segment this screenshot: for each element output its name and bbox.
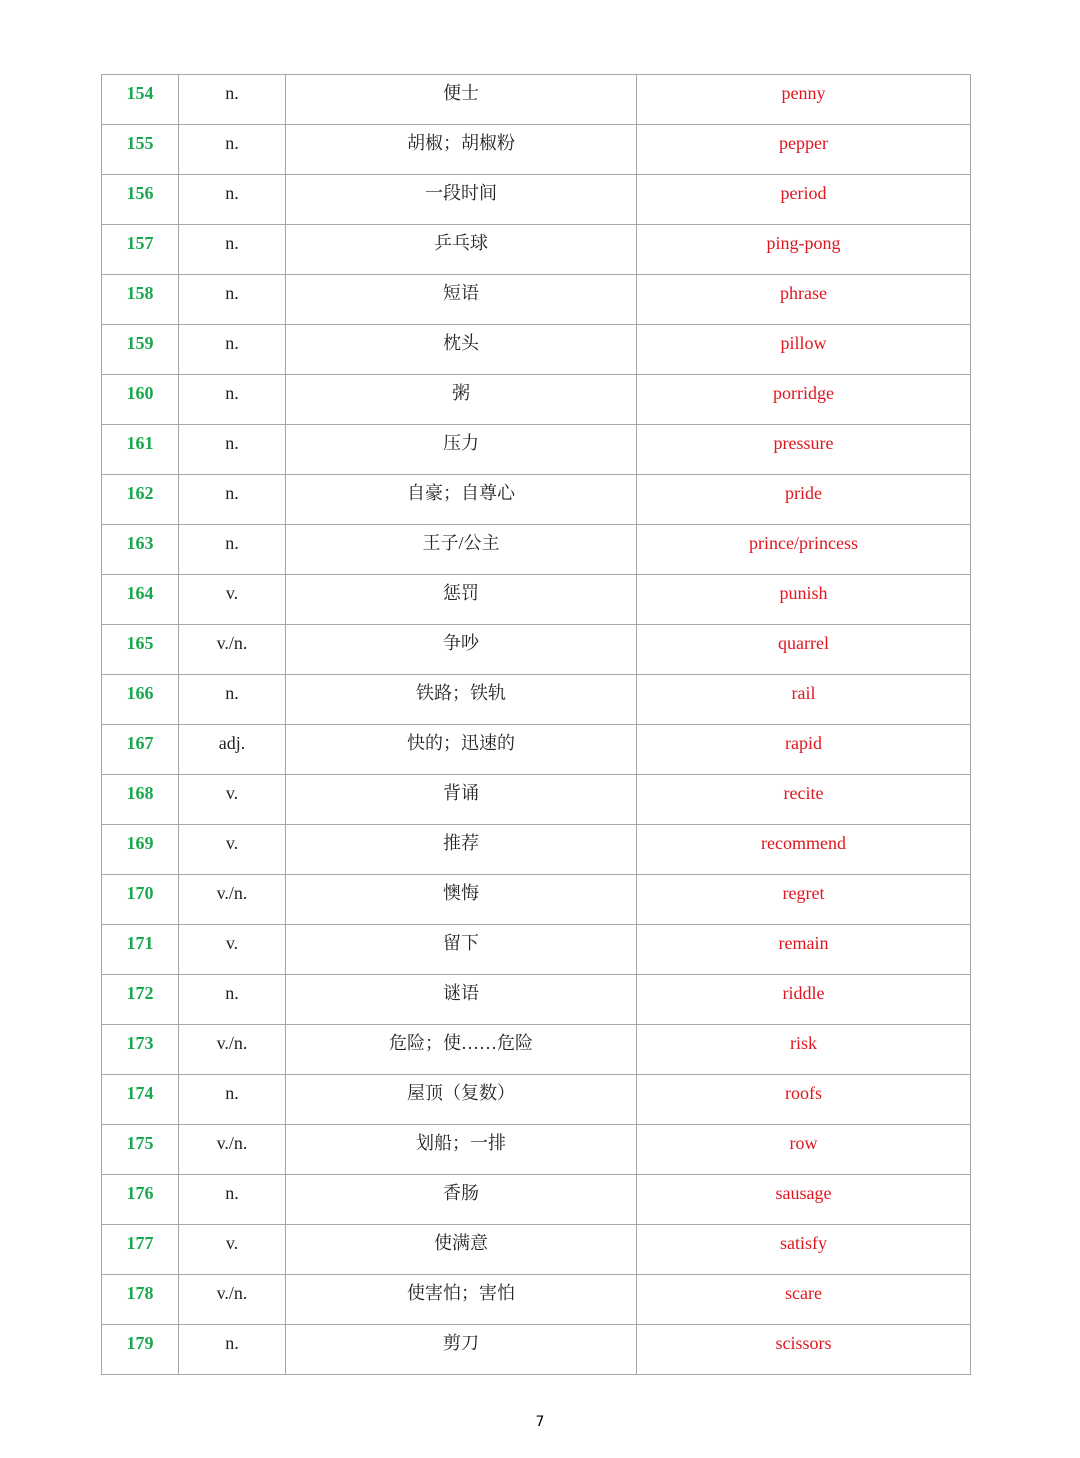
entry-number-cell bbox=[102, 225, 179, 275]
part-of-speech: n. bbox=[225, 433, 239, 453]
chinese-meaning: 短语 bbox=[443, 283, 479, 303]
table-row bbox=[102, 825, 971, 875]
table-row bbox=[102, 1025, 971, 1075]
entry-number: 179 bbox=[126, 1333, 154, 1353]
english-word-cell bbox=[637, 775, 971, 825]
english-word-cell bbox=[637, 1225, 971, 1275]
chinese-meaning: 便士 bbox=[443, 83, 479, 103]
english-word-cell bbox=[637, 975, 971, 1025]
english-word-cell bbox=[637, 875, 971, 925]
chinese-meaning: 铁路；铁轨 bbox=[416, 683, 506, 703]
english-word-cell bbox=[637, 1025, 971, 1075]
english-word: row bbox=[789, 1133, 818, 1153]
chinese-meaning: 争吵 bbox=[443, 633, 479, 653]
english-word-cell bbox=[637, 225, 971, 275]
chinese-meaning-cell bbox=[286, 1175, 637, 1225]
english-word: quarrel bbox=[778, 633, 829, 653]
table-row bbox=[102, 475, 971, 525]
part-of-speech: n. bbox=[225, 183, 239, 203]
english-word: penny bbox=[781, 83, 826, 103]
part-of-speech: adj. bbox=[218, 733, 246, 753]
part-of-speech-cell bbox=[179, 725, 286, 775]
entry-number: 154 bbox=[126, 83, 154, 103]
entry-number-cell bbox=[102, 1125, 179, 1175]
entry-number: 174 bbox=[126, 1083, 154, 1103]
english-word-cell bbox=[637, 325, 971, 375]
entry-number: 159 bbox=[126, 333, 154, 353]
part-of-speech: n. bbox=[225, 1183, 239, 1203]
chinese-meaning-cell bbox=[286, 425, 637, 475]
chinese-meaning-cell bbox=[286, 125, 637, 175]
chinese-meaning-cell bbox=[286, 975, 637, 1025]
english-word-cell bbox=[637, 625, 971, 675]
part-of-speech-cell bbox=[179, 1175, 286, 1225]
chinese-meaning-cell bbox=[286, 1025, 637, 1075]
table-row bbox=[102, 325, 971, 375]
english-word-cell bbox=[637, 275, 971, 325]
chinese-meaning: 推荐 bbox=[443, 833, 479, 853]
part-of-speech: n. bbox=[225, 83, 239, 103]
part-of-speech-cell bbox=[179, 1225, 286, 1275]
chinese-meaning: 胡椒；胡椒粉 bbox=[407, 133, 515, 153]
english-word: rail bbox=[791, 683, 816, 703]
english-word-cell bbox=[637, 725, 971, 775]
english-word: period bbox=[780, 183, 827, 203]
english-word: pillow bbox=[780, 333, 827, 353]
chinese-meaning-cell bbox=[286, 925, 637, 975]
chinese-meaning: 剪刀 bbox=[443, 1333, 479, 1353]
part-of-speech-cell bbox=[179, 175, 286, 225]
part-of-speech: n. bbox=[225, 1333, 239, 1353]
chinese-meaning-cell bbox=[286, 475, 637, 525]
entry-number-cell bbox=[102, 975, 179, 1025]
part-of-speech-cell bbox=[179, 875, 286, 925]
english-word: recite bbox=[783, 783, 824, 803]
part-of-speech: v. bbox=[225, 583, 239, 603]
part-of-speech-cell bbox=[179, 825, 286, 875]
chinese-meaning: 留下 bbox=[443, 933, 479, 953]
entry-number: 165 bbox=[126, 633, 154, 653]
chinese-meaning: 使害怕；害怕 bbox=[407, 1283, 515, 1303]
part-of-speech: n. bbox=[225, 383, 239, 403]
vocabulary-table bbox=[101, 74, 971, 1375]
english-word-cell bbox=[637, 75, 971, 125]
part-of-speech-cell bbox=[179, 625, 286, 675]
part-of-speech: v./n. bbox=[216, 633, 248, 653]
english-word: pride bbox=[785, 483, 822, 503]
part-of-speech: n. bbox=[225, 233, 239, 253]
table-row bbox=[102, 1175, 971, 1225]
english-word: ping-pong bbox=[766, 233, 841, 253]
chinese-meaning: 屋顶（复数） bbox=[407, 1083, 515, 1103]
entry-number-cell bbox=[102, 525, 179, 575]
entry-number: 178 bbox=[126, 1283, 154, 1303]
chinese-meaning: 一段时间 bbox=[425, 183, 497, 203]
entry-number: 170 bbox=[126, 883, 154, 903]
part-of-speech: v. bbox=[225, 833, 239, 853]
chinese-meaning-cell bbox=[286, 375, 637, 425]
english-word: remain bbox=[778, 933, 829, 953]
entry-number: 161 bbox=[126, 433, 154, 453]
chinese-meaning-cell bbox=[286, 1275, 637, 1325]
table-row bbox=[102, 675, 971, 725]
part-of-speech-cell bbox=[179, 425, 286, 475]
part-of-speech-cell bbox=[179, 125, 286, 175]
english-word-cell bbox=[637, 1275, 971, 1325]
table-row bbox=[102, 625, 971, 675]
entry-number: 168 bbox=[126, 783, 154, 803]
chinese-meaning-cell bbox=[286, 75, 637, 125]
entry-number-cell bbox=[102, 775, 179, 825]
english-word-cell bbox=[637, 475, 971, 525]
entry-number: 157 bbox=[126, 233, 154, 253]
english-word-cell bbox=[637, 675, 971, 725]
english-word: prince/princess bbox=[749, 533, 858, 553]
chinese-meaning: 划船；一排 bbox=[416, 1133, 506, 1153]
english-word: riddle bbox=[782, 983, 825, 1003]
entry-number: 173 bbox=[126, 1033, 154, 1053]
table-row bbox=[102, 1275, 971, 1325]
table-row bbox=[102, 1075, 971, 1125]
chinese-meaning: 谜语 bbox=[443, 983, 479, 1003]
entry-number: 155 bbox=[126, 133, 154, 153]
chinese-meaning-cell bbox=[286, 175, 637, 225]
part-of-speech: v. bbox=[225, 783, 239, 803]
english-word: pepper bbox=[779, 133, 828, 153]
part-of-speech-cell bbox=[179, 75, 286, 125]
chinese-meaning-cell bbox=[286, 225, 637, 275]
english-word-cell bbox=[637, 1075, 971, 1125]
entry-number-cell bbox=[102, 675, 179, 725]
chinese-meaning-cell bbox=[286, 675, 637, 725]
table-row bbox=[102, 525, 971, 575]
english-word: sausage bbox=[775, 1183, 832, 1203]
english-word-cell bbox=[637, 425, 971, 475]
part-of-speech: v./n. bbox=[216, 1033, 248, 1053]
chinese-meaning: 懊悔 bbox=[443, 883, 479, 903]
english-word-cell bbox=[637, 1175, 971, 1225]
part-of-speech-cell bbox=[179, 1075, 286, 1125]
part-of-speech: v. bbox=[225, 933, 239, 953]
chinese-meaning-cell bbox=[286, 575, 637, 625]
entry-number-cell bbox=[102, 875, 179, 925]
part-of-speech: n. bbox=[225, 683, 239, 703]
part-of-speech-cell bbox=[179, 225, 286, 275]
part-of-speech: n. bbox=[225, 283, 239, 303]
chinese-meaning-cell bbox=[286, 1225, 637, 1275]
part-of-speech: n. bbox=[225, 483, 239, 503]
english-word: scissors bbox=[775, 1333, 832, 1353]
english-word: risk bbox=[790, 1033, 817, 1053]
table-row bbox=[102, 175, 971, 225]
english-word-cell bbox=[637, 1125, 971, 1175]
entry-number: 156 bbox=[126, 183, 154, 203]
chinese-meaning: 惩罚 bbox=[443, 583, 479, 603]
chinese-meaning-cell bbox=[286, 1325, 637, 1375]
entry-number: 158 bbox=[126, 283, 154, 303]
part-of-speech: v./n. bbox=[216, 1283, 248, 1303]
part-of-speech-cell bbox=[179, 925, 286, 975]
entry-number-cell bbox=[102, 1325, 179, 1375]
part-of-speech: n. bbox=[225, 1083, 239, 1103]
entry-number-cell bbox=[102, 1025, 179, 1075]
part-of-speech-cell bbox=[179, 575, 286, 625]
english-word: regret bbox=[782, 883, 825, 903]
chinese-meaning: 香肠 bbox=[443, 1183, 479, 1203]
part-of-speech-cell bbox=[179, 525, 286, 575]
english-word: punish bbox=[779, 583, 828, 603]
entry-number-cell bbox=[102, 75, 179, 125]
entry-number: 176 bbox=[126, 1183, 154, 1203]
entry-number-cell bbox=[102, 1075, 179, 1125]
english-word: roofs bbox=[785, 1083, 822, 1103]
chinese-meaning: 快的；迅速的 bbox=[407, 733, 515, 753]
chinese-meaning: 乒乓球 bbox=[434, 233, 488, 253]
part-of-speech: v./n. bbox=[216, 883, 248, 903]
table-row bbox=[102, 975, 971, 1025]
english-word: rapid bbox=[785, 733, 822, 753]
part-of-speech-cell bbox=[179, 275, 286, 325]
chinese-meaning: 王子/公主 bbox=[422, 533, 500, 553]
part-of-speech: n. bbox=[225, 133, 239, 153]
chinese-meaning-cell bbox=[286, 625, 637, 675]
english-word-cell bbox=[637, 175, 971, 225]
english-word: pressure bbox=[773, 433, 834, 453]
table-row bbox=[102, 725, 971, 775]
chinese-meaning: 危险；使……危险 bbox=[389, 1033, 533, 1053]
part-of-speech: v. bbox=[225, 1233, 239, 1253]
table-row bbox=[102, 275, 971, 325]
table-row bbox=[102, 1325, 971, 1375]
part-of-speech-cell bbox=[179, 775, 286, 825]
entry-number-cell bbox=[102, 925, 179, 975]
entry-number: 162 bbox=[126, 483, 154, 503]
part-of-speech-cell bbox=[179, 675, 286, 725]
chinese-meaning: 使满意 bbox=[434, 1233, 488, 1253]
entry-number-cell bbox=[102, 175, 179, 225]
table-row bbox=[102, 1225, 971, 1275]
part-of-speech: n. bbox=[225, 333, 239, 353]
entry-number-cell bbox=[102, 1275, 179, 1325]
table-row bbox=[102, 125, 971, 175]
chinese-meaning: 背诵 bbox=[443, 783, 479, 803]
entry-number: 163 bbox=[126, 533, 154, 553]
table-row bbox=[102, 1125, 971, 1175]
entry-number: 175 bbox=[126, 1133, 154, 1153]
english-word-cell bbox=[637, 125, 971, 175]
part-of-speech: v./n. bbox=[216, 1133, 248, 1153]
entry-number-cell bbox=[102, 275, 179, 325]
entry-number-cell bbox=[102, 425, 179, 475]
page-number: 7 bbox=[535, 1414, 545, 1430]
chinese-meaning-cell bbox=[286, 725, 637, 775]
part-of-speech-cell bbox=[179, 1025, 286, 1075]
entry-number: 169 bbox=[126, 833, 154, 853]
english-word: recommend bbox=[761, 833, 846, 853]
part-of-speech: n. bbox=[225, 533, 239, 553]
entry-number-cell bbox=[102, 1175, 179, 1225]
part-of-speech-cell bbox=[179, 1125, 286, 1175]
entry-number: 167 bbox=[126, 733, 154, 753]
chinese-meaning: 枕头 bbox=[443, 333, 479, 353]
entry-number-cell bbox=[102, 375, 179, 425]
entry-number: 171 bbox=[126, 933, 154, 953]
english-word-cell bbox=[637, 925, 971, 975]
part-of-speech-cell bbox=[179, 325, 286, 375]
english-word-cell bbox=[637, 525, 971, 575]
table-row bbox=[102, 875, 971, 925]
table-row bbox=[102, 575, 971, 625]
part-of-speech-cell bbox=[179, 475, 286, 525]
part-of-speech-cell bbox=[179, 975, 286, 1025]
english-word-cell bbox=[637, 825, 971, 875]
table-row bbox=[102, 375, 971, 425]
english-word-cell bbox=[637, 575, 971, 625]
table-row bbox=[102, 75, 971, 125]
english-word-cell bbox=[637, 1325, 971, 1375]
part-of-speech-cell bbox=[179, 1275, 286, 1325]
part-of-speech: n. bbox=[225, 983, 239, 1003]
chinese-meaning: 自豪；自尊心 bbox=[407, 483, 515, 503]
table-row bbox=[102, 775, 971, 825]
english-word-cell bbox=[637, 375, 971, 425]
chinese-meaning: 粥 bbox=[452, 383, 470, 403]
table-row bbox=[102, 925, 971, 975]
chinese-meaning-cell bbox=[286, 1075, 637, 1125]
english-word: porridge bbox=[773, 383, 834, 403]
english-word: scare bbox=[785, 1283, 822, 1303]
entry-number-cell bbox=[102, 625, 179, 675]
entry-number-cell bbox=[102, 1225, 179, 1275]
entry-number-cell bbox=[102, 325, 179, 375]
chinese-meaning-cell bbox=[286, 775, 637, 825]
entry-number: 166 bbox=[126, 683, 154, 703]
entry-number-cell bbox=[102, 725, 179, 775]
english-word: satisfy bbox=[780, 1233, 827, 1253]
chinese-meaning-cell bbox=[286, 525, 637, 575]
entry-number: 160 bbox=[126, 383, 154, 403]
entry-number-cell bbox=[102, 475, 179, 525]
chinese-meaning-cell bbox=[286, 825, 637, 875]
part-of-speech-cell bbox=[179, 375, 286, 425]
entry-number-cell bbox=[102, 125, 179, 175]
chinese-meaning-cell bbox=[286, 325, 637, 375]
english-word: phrase bbox=[780, 283, 827, 303]
chinese-meaning: 压力 bbox=[443, 433, 479, 453]
entry-number: 164 bbox=[126, 583, 154, 603]
entry-number-cell bbox=[102, 575, 179, 625]
vocabulary-table-body bbox=[102, 75, 971, 1375]
entry-number: 177 bbox=[126, 1233, 154, 1253]
chinese-meaning-cell bbox=[286, 1125, 637, 1175]
chinese-meaning-cell bbox=[286, 275, 637, 325]
chinese-meaning-cell bbox=[286, 875, 637, 925]
table-row bbox=[102, 425, 971, 475]
entry-number-cell bbox=[102, 825, 179, 875]
table-row bbox=[102, 225, 971, 275]
entry-number: 172 bbox=[126, 983, 154, 1003]
part-of-speech-cell bbox=[179, 1325, 286, 1375]
